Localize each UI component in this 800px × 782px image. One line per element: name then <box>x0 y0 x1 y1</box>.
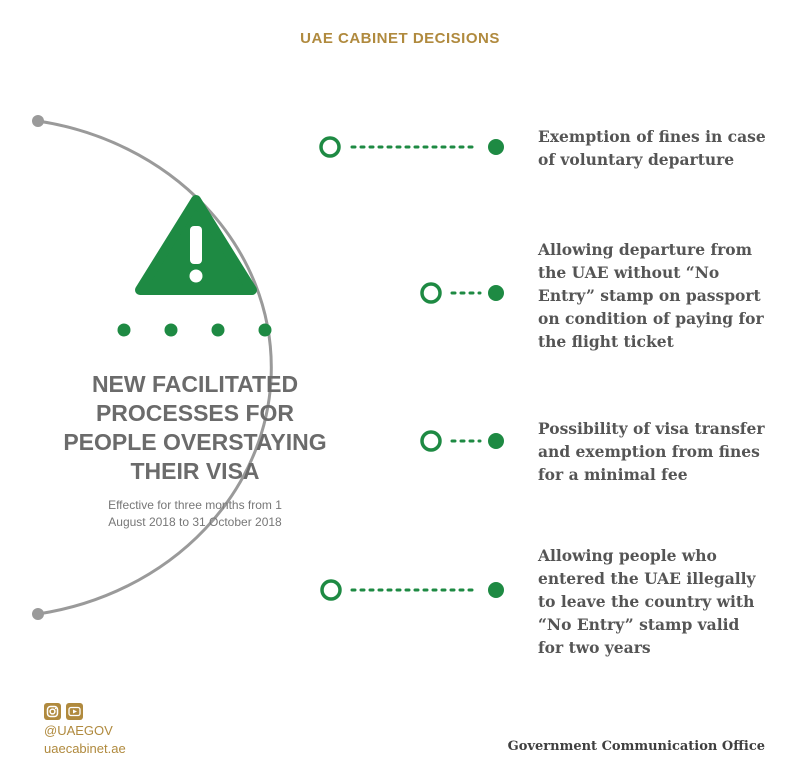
point-2-text <box>538 238 764 353</box>
website-link[interactable]: uaecabinet.ae <box>44 741 126 756</box>
timeline-arc <box>38 121 271 614</box>
connector-2 <box>422 284 504 302</box>
social-icons <box>44 703 83 720</box>
main-heading-line: THEIR VISA <box>130 458 260 484</box>
effective-dates-line: Effective for three months from 1 <box>108 498 282 512</box>
point-2-line: Entry” stamp on passport <box>538 286 761 305</box>
point-2-line: on condition of paying for <box>538 309 764 328</box>
point-2-line: the flight ticket <box>538 332 674 351</box>
header-title: UAE CABINET DECISIONS <box>300 30 500 47</box>
youtube-icon[interactable] <box>66 703 83 720</box>
main-heading-line: NEW FACILITATED <box>91 371 299 397</box>
point-1-line: of voluntary departure <box>538 150 735 169</box>
arc-end-dot-top <box>32 115 44 127</box>
dots-divider <box>118 324 272 337</box>
point-3-text <box>538 417 765 486</box>
point-1-text <box>538 125 766 171</box>
point-4-line: for two years <box>538 638 651 657</box>
point-3-line: Possibility of visa transfer <box>538 419 765 438</box>
point-4-line: “No Entry” stamp valid <box>538 615 740 634</box>
point-3-line: and exemption from fines <box>538 442 760 461</box>
instagram-icon[interactable] <box>44 703 61 720</box>
point-3-line: for a minimal fee <box>538 465 688 484</box>
effective-dates <box>60 497 330 531</box>
footer-office: Government Communication Office <box>507 739 765 754</box>
point-2-line: the UAE without “No <box>538 263 720 282</box>
point-4-text <box>538 544 756 659</box>
point-4-line: entered the UAE illegally <box>538 569 756 588</box>
connector-4 <box>322 581 504 599</box>
social-handle[interactable]: @UAEGOV <box>44 723 113 738</box>
main-heading-line: PROCESSES FOR <box>95 400 295 426</box>
arc-end-dot-bottom <box>32 608 44 620</box>
point-4-line: Allowing people who <box>538 546 717 565</box>
effective-dates-line: August 2018 to 31 October 2018 <box>108 515 282 529</box>
main-heading <box>50 370 340 486</box>
point-4-line: to leave the country with <box>538 592 755 611</box>
connector-1 <box>321 138 504 156</box>
point-2-line: Allowing departure from <box>538 240 753 259</box>
main-heading-line: PEOPLE OVERSTAYING <box>63 429 327 455</box>
point-1-line: Exemption of fines in case <box>538 127 766 146</box>
connector-3 <box>422 432 504 450</box>
